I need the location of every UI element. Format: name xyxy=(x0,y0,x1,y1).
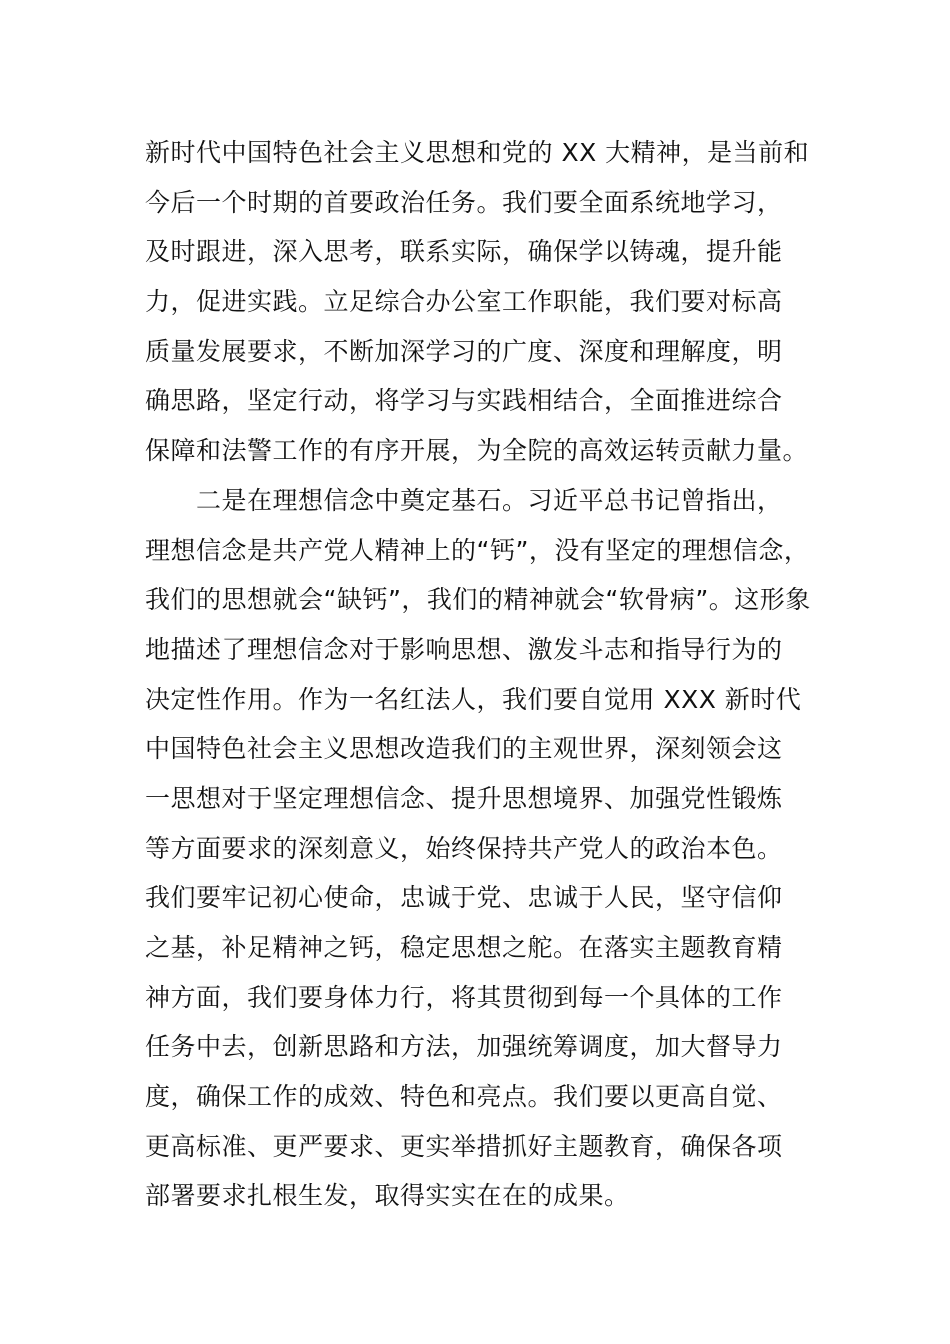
text-line: 更高标准、更严要求、更实举措抓好主题教育，确保各项 xyxy=(145,1131,783,1161)
text-line: 任务中去，创新思路和方法，加强统筹调度，加大督导力 xyxy=(145,1032,783,1062)
text-line: 决定性作用。作为一名红法人，我们要自觉用 XXX 新时代 xyxy=(145,684,802,714)
text-line: 确思路，坚定行动，将学习与实践相结合，全面推进综合 xyxy=(145,386,783,416)
text-line: 等方面要求的深刻意义，始终保持共产党人的政治本色。 xyxy=(145,833,783,863)
text-line: 新时代中国特色社会主义思想和党的 XX 大精神，是当前和 xyxy=(145,138,810,167)
text-line: 之基，补足精神之钙，稳定思想之舵。在落实主题教育精 xyxy=(145,933,783,962)
text-line: 一思想对于坚定理想信念、提升思想境界、加强党性锻炼 xyxy=(145,783,783,813)
text-line: 度，确保工作的成效、特色和亮点。我们要以更高自觉、 xyxy=(145,1082,783,1112)
paragraph-start-line: 二是在理想信念中奠定基石。习近平总书记曾指出， xyxy=(145,485,783,515)
text-line: 力，促进实践。立足综合办公室工作职能，我们要对标高 xyxy=(145,287,783,317)
document-body xyxy=(145,128,810,1221)
text-line: 地描述了理想信念对于影响思想、激发斗志和指导行为的 xyxy=(145,634,783,664)
text-line: 神方面，我们要身体力行，将其贯彻到每一个具体的工作 xyxy=(145,982,783,1012)
text-line: 我们要牢记初心使命，忠诚于党、忠诚于人民，坚守信仰 xyxy=(145,883,783,913)
text-line: 中国特色社会主义思想改造我们的主观世界，深刻领会这 xyxy=(145,734,783,764)
text-line: 理想信念是共产党人精神上的“钙”，没有坚定的理想信念， xyxy=(145,535,810,565)
text-line: 保障和法警工作的有序开展，为全院的高效运转贡献力量。 xyxy=(145,436,809,466)
text-line: 部署要求扎根生发，取得实实在在的成果。 xyxy=(145,1181,630,1211)
text-line: 今后一个时期的首要政治任务。我们要全面系统地学习， xyxy=(145,187,783,217)
text-line: 及时跟进，深入思考，联系实际，确保学以铸魂，提升能 xyxy=(145,237,783,267)
text-line: 我们的思想就会“缺钙”，我们的精神就会“软骨病”。这形象 xyxy=(145,585,811,615)
text-line: 质量发展要求，不断加深学习的广度、深度和理解度，明 xyxy=(145,336,783,366)
